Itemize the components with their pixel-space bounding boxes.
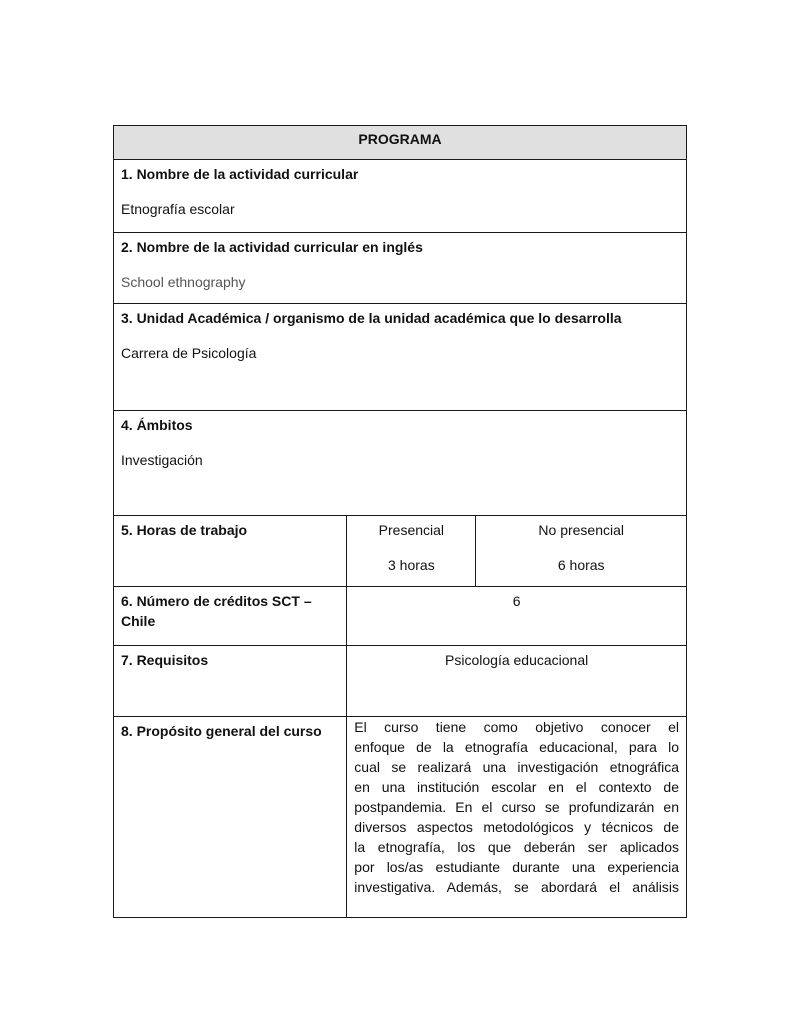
section-2-label: 2. Nombre de la actividad curricular en inglés — [121, 239, 423, 255]
section-3-value: Carrera de Psicología — [121, 345, 257, 361]
section-8-value-cell — [347, 717, 687, 918]
presencial-cell — [347, 516, 476, 587]
section-7-value-cell — [347, 646, 687, 717]
section-7-label-cell — [114, 646, 347, 717]
section-1-row — [114, 160, 687, 233]
purpose-line: en una institución escolar en el contexto de — [354, 779, 679, 795]
section-2-value: School ethnography — [121, 274, 246, 290]
section-8-label: 8. Propósito general del curso — [121, 723, 322, 739]
section-1-label: 1. Nombre de la actividad curricular — [121, 166, 359, 182]
no-presencial-label: No presencial — [538, 522, 625, 538]
section-6-row — [114, 587, 687, 646]
section-7-value: Psicología educacional — [445, 652, 589, 668]
purpose-line: cual se realizará una investigación etnográfica — [354, 759, 679, 775]
table-title: PROGRAMA — [114, 126, 687, 160]
section-4-cell — [114, 411, 687, 516]
section-4-row — [114, 411, 687, 516]
purpose-line: la etnografía, los que deberán ser aplicados — [354, 839, 679, 855]
section-5-row — [114, 516, 687, 587]
purpose-line: diversos aspectos metodológicos y técnicos de — [354, 819, 679, 835]
section-2-row — [114, 233, 687, 304]
section-6-value-cell — [347, 587, 687, 646]
section-1-value: Etnografía escolar — [121, 201, 235, 217]
section-3-cell — [114, 304, 687, 411]
section-6-label-line2: Chile — [121, 613, 156, 629]
section-1-cell — [114, 160, 687, 233]
table-header-row — [114, 126, 687, 160]
section-8-label-cell — [114, 717, 347, 918]
section-4-value: Investigación — [121, 452, 203, 468]
section-6-label-line1: 6. Número de créditos SCT – — [121, 593, 312, 609]
purpose-line: postpandemia. En el curso se profundizarán en — [354, 799, 679, 815]
purpose-line: enfoque de la etnografía educacional, para lo — [354, 739, 679, 755]
section-6-label-cell — [114, 587, 347, 646]
purpose-line: El curso tiene como objetivo conocer el — [354, 719, 679, 735]
no-presencial-value: 6 horas — [557, 557, 605, 573]
program-table — [113, 125, 687, 918]
section-2-cell — [114, 233, 687, 304]
presencial-value: 3 horas — [388, 557, 435, 573]
purpose-line: por los/as estudiante durante una experiencia — [354, 859, 679, 875]
section-5-label-cell — [114, 516, 347, 587]
no-presencial-cell — [476, 516, 687, 587]
section-3-row — [114, 304, 687, 411]
section-5-label: 5. Horas de trabajo — [121, 522, 248, 538]
section-6-value: 6 — [512, 593, 521, 609]
purpose-line: investigativa. Además, se abordará el análisis — [354, 879, 679, 895]
presencial-label: Presencial — [378, 522, 445, 538]
section-4-label: 4. Ámbitos — [121, 417, 193, 433]
section-8-row — [114, 717, 687, 918]
section-7-row — [114, 646, 687, 717]
section-3-label: 3. Unidad Académica / organismo de la unidad académica que lo desarrolla — [121, 310, 622, 326]
section-7-label: 7. Requisitos — [121, 652, 209, 668]
